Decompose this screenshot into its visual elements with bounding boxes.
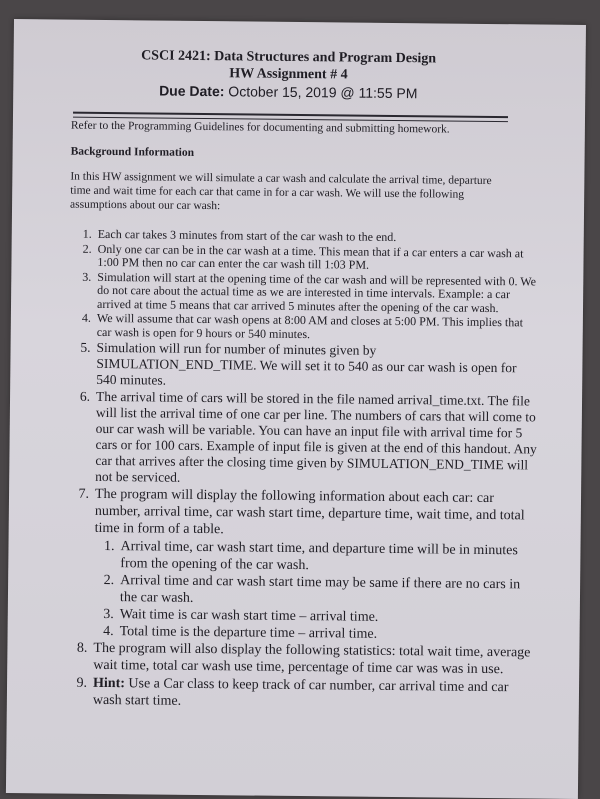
list-item bbox=[68, 340, 538, 393]
background-paragraph: In this HW assignment we will simulate a car wash and calculate the arrival time, departure time and wait time for each car that came in for a car wash. We will use the following assumptions about our car wash: bbox=[70, 170, 492, 213]
item-number: 4. bbox=[81, 310, 91, 325]
due-date bbox=[73, 82, 503, 103]
item-text: Simulation will start at the opening time of the car wash and will be represented with 0. We do not care about the actual time as we are interested in time intervals. Example: a car arrived at time 5 means that car arrived 5 minutes after the opening of the car wash. bbox=[96, 269, 537, 315]
list-item bbox=[67, 486, 538, 542]
document-page bbox=[6, 19, 586, 799]
subitem-text: Wait time is car wash start time – arrival time. bbox=[119, 607, 379, 625]
subitem-number: 3. bbox=[103, 606, 114, 623]
subitem-number: 1. bbox=[103, 538, 115, 555]
list-item bbox=[69, 242, 539, 274]
list-item bbox=[65, 675, 535, 714]
item-number: 6. bbox=[79, 388, 91, 404]
item-text: The program will also display the following statistics: total wait time, average wait time, total car wash use time, percentage of time car was was in use. bbox=[93, 640, 531, 678]
item-text: Only one car can be in the car wash at a time. This mean that if a car enters a car wash at 1:00 PM then no car can enter the car wash till 1:03 PM. bbox=[97, 241, 524, 272]
intro-text: Refer to the Programming Guidelines for documenting and submitting homework. bbox=[70, 119, 450, 136]
sublist bbox=[92, 538, 537, 645]
item-number: 3. bbox=[82, 269, 92, 284]
list-item bbox=[67, 389, 538, 490]
due-label: Due Date: bbox=[159, 82, 225, 100]
item-number: 5. bbox=[80, 339, 91, 355]
subitem-text: Total time is the departure time – arrival time. bbox=[119, 624, 378, 642]
item-text: The program will display the following information about each car: car number, arrival time, car wash start time, departure time, wait time, and total time in form of a table. bbox=[94, 486, 525, 538]
assignment-title: HW Assignment # 4 bbox=[229, 66, 348, 83]
item-text: We will assume that car wash opens at 8:00 AM and closes at 5:00 PM. This implies that car wash is open for 9 hours or 540 minutes. bbox=[96, 310, 524, 341]
list-item bbox=[69, 312, 539, 344]
item-number: 2. bbox=[82, 241, 92, 256]
subitem-text: Arrival time and car wash start time may be same if there are no cars in the car wash. bbox=[119, 573, 521, 606]
document-header bbox=[73, 48, 504, 103]
subitem-number: 2. bbox=[103, 572, 115, 589]
list-item bbox=[65, 640, 535, 679]
item-number: 8. bbox=[76, 640, 88, 656]
hint-text: Use a Car class to keep track of car number, car arrival time and car wash start time. bbox=[92, 676, 509, 709]
list-item bbox=[69, 270, 539, 315]
subitem-text: Arrival time, car wash start time, and departure time will be in minutes from the opening of the car wash. bbox=[120, 539, 518, 574]
hint-label: Hint: bbox=[92, 675, 126, 692]
item-text: The arrival time of cars will be stored in the file named arrival_time.txt. The file will list the arrival time of one car per line. The numbers of cars that will come to our car wash will be variable. You can have an input file with arrival time for 5 cars or for 100 cars. Example of input file is given at the end of this handout. Any car that arrives after the closing time given by SIMULATION_END_TIME will not be serviced. bbox=[95, 388, 537, 485]
item-number: 7. bbox=[78, 486, 90, 502]
sublist-item bbox=[92, 538, 536, 577]
section-title: Background Information bbox=[70, 145, 195, 159]
item-number: 9. bbox=[76, 675, 88, 691]
assumptions-list bbox=[65, 228, 540, 715]
item-number: 1. bbox=[82, 226, 92, 241]
course-title: CSCI 2421: Data Structures and Program Design bbox=[141, 48, 437, 67]
item-text: Simulation will run for number of minutes given by SIMULATION_END_TIME. We will set it to 540 as our car wash is open for 540 minutes. bbox=[96, 339, 517, 388]
subitem-number: 4. bbox=[103, 623, 114, 640]
item-text bbox=[93, 675, 535, 714]
sublist-item bbox=[92, 572, 536, 611]
item-text: Each car takes 3 minutes from start of the car wash to the end. bbox=[97, 226, 397, 245]
due-value: October 15, 2019 @ 11:55 PM bbox=[228, 83, 418, 102]
